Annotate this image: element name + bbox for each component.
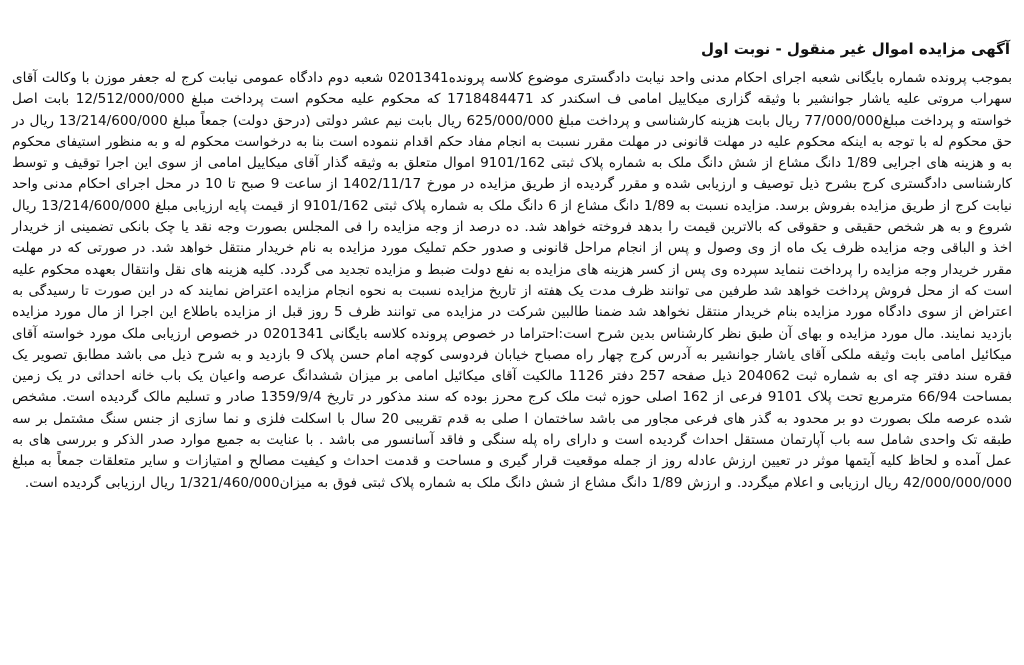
notice-body: بموجب پرونده شماره بایگانی شعبه اجرای احکام مدنی واحد نیابت دادگستری موضوع کلاسه پرونده0201341 شعبه دوم دادگاه عمومی نیابت کرج له جعفر موزن با وکالت آقای سهراب مروتی علیه یاشار جوانشیر با وثیقه گزاری میکاییل امامی ف اسکندر کد 1718484471 که محکوم علیه محکوم است پرداخت مبلغ 12/512/000/000 بابت اصل خواسته و پرداخت مبلغ77/000/000 ریال بابت هزینه کارشناسی و پرداخت مبلغ 625/000/000 ریال بابت نیم عشر دولتی (درحق دولت) جمعاً مبلغ 13/214/600/000 ریال در حق محکوم له با توجه به اینکه محکوم علیه در مهلت قانونی در مهلت مقرر نسبت به انجام مفاد حکم اقدام ننموده است بنا به درخواست محکوم له و به منظور استیفای محکوم به و هزینه های اجرایی 1/89 دانگ مشاع از شش دانگ ملک به شماره پلاک ثبتی 9101/162 اموال متعلق به وثیقه گذار آقای میکاییل امامی از سوی این اجرا توقیف و توسط کارشناسی دادگستری کرج بشرح ذیل توصیف و ارزیابی شده و مقرر گردیده از طریق مزایده در مورخ 1402/11/17 از ساعت 9 صبح تا 10 در محل اجرای احکام مدنی واحد نیابت کرج از طریق مزایده بفروش برسد. مزایده نسبت به 1/89 دانگ مشاع از 6 دانگ ملک به شماره پلاک ثبتی 9101/162 از قیمت پایه ارزیابی مبلغ 13/214/600/000 ریال شروع و به هر شخص حقیقی و حقوقی که بالاترین قیمت را بدهد فروخته خواهد شد. ده درصد از وجه مزایده را فی المجلس بصورت وجه نقد یا چک بانکی تضمینی از خریدار اخذ و الباقی وجه مزایده ظرف یک ماه از وی وصول و پس از انجام مراحل قانونی و صدور حکم تملیک مورد مزایده به نام خریدار منتقل خواهد شد. در صورتی که در مهلت مقرر خریدار وجه مزایده را پرداخت ننماید سپرده وی پس از کسر هزینه های مزایده به نفع دولت ضبط و مزایده تجدید می گردد. کلیه هزینه های نقل وانتقال بعهده محکوم علیه است که از محل فروش پرداخت خواهد شد طرفین می توانند ظرف مدت یک هفته از تاریخ مزایده نسبت به نحوه انجام مزایده اعتراض نمایند که در این صورت تا رسیدگی به اعتراض از سوی دادگاه مورد مزایده بنام خریدار منتقل نخواهد شد ضمنا طالبین شرکت در مزایده می توانند ظرف 5 روز قبل از مزایده باطلاع این اجرا از مال مورد مزایده بازدید نمایند. مال مورد مزایده و بهای آن طبق نظر کارشناس بدین شرح است:احتراما در خصوص پرونده کلاسه بایگانی 0201341 در خصوص ارزیابی ملک مورد خواسته آقای میکائیل امامی بابت وثیقه ملکی آقای یاشار جوانشیر به آدرس کرج چهار راه مصباح خیابان فردوسی کوچه امام حسن پلاک 9 بازدید و به شرح ذیل می باشد مطابق تصویر یک فقره سند دفتر چه ای به شماره ثبت 204062 ذیل صفحه 257 دفتر 1126 مالکیت آقای میکائیل امامی بر میزان ششدانگ عرصه واعیان یک باب خانه احداثی در یک زمین بمساحت 66/94 مترمربع تحت پلاک 9101 فرعی از 162 اصلی حوزه ثبت ملک کرج محرز بوده که سند مذکور در تاریخ 1359/9/4 صادر و تسلیم مالک گردیده است. مشخص شده عرصه ملک بصورت دو بر محدود به گذر های فرعی مجاور می باشد ساختمان ا صلی به قدم تقریبی 20 سال با اسکلت فلزی و نما سازی از جنس سنگ مشتمل بر سه طبقه تک واحدی شامل سه باب آپارتمان مستقل احداث گردیده است و دارای راه پله سنگی و فاقد آسانسور می باشد . با عنایت به جمیع موارد صدر الذکر و بررسی های به عمل آمده و لحاظ کلیه آیتمها موثر در تعیین ارزش عادله روز از جمله موقعیت قرار گیری و مساحت و قدمت احداث و کیفیت مصالح و امتیازات و سایر متعلقات جمعاً به مبلغ 42/000/000/000 ریال ارزیابی و اعلام میگردد. و ارزش 1/89 دانگ مشاع از شش دانگ ملک به شماره پلاک ثبتی فوق به میزان1/321/460/000 ریال ارزیابی گردیده است. [12,70,1013,491]
notice-title: آگهی مزایده اموال غیر منقول - نوبت اول [701,40,1010,58]
